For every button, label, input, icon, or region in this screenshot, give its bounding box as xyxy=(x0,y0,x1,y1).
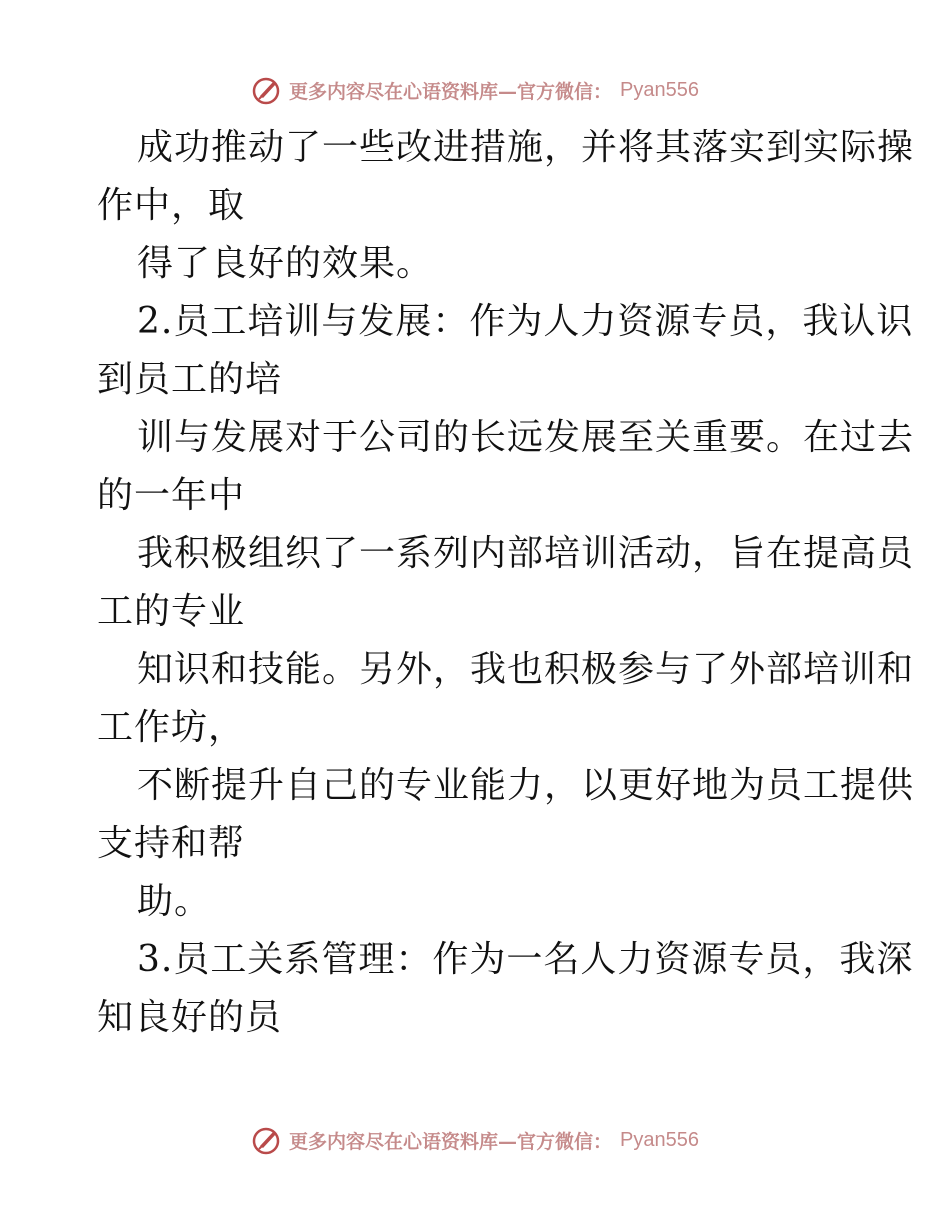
watermark-account: Pyan556 xyxy=(620,78,699,101)
paragraph-line: 2.员工培训与发展：作为人力资源专员，我认识 xyxy=(137,301,914,342)
watermark-text: 更多内容尽在心语资料库—官方微信： xyxy=(289,1130,613,1153)
paragraph-line: 成功推动了一些改进措施，并将其落实到实际操 xyxy=(137,127,915,168)
paragraph-line: 知识和技能。另外，我也积极参与了外部培训和 xyxy=(137,649,915,690)
paragraph-line: 作中，取 xyxy=(97,185,246,226)
paragraph-line: 工作坊， xyxy=(97,707,246,748)
paragraph-line: 知良好的员 xyxy=(97,997,283,1038)
paragraph-line: 的一年中 xyxy=(97,475,246,516)
paragraph-line: 工的专业 xyxy=(97,591,246,632)
paragraph-line: 不断提升自己的专业能力，以更好地为员工提供 xyxy=(137,765,915,806)
watermark-account: Pyan556 xyxy=(620,1128,699,1151)
footer-watermark xyxy=(0,1120,950,1160)
paragraph-line: 我积极组织了一系列内部培训活动，旨在提高员 xyxy=(137,533,915,574)
quill-logo-icon xyxy=(251,1124,283,1156)
paragraph-line: 得了良好的效果。 xyxy=(137,243,434,284)
paragraph-line: 助。 xyxy=(137,881,212,922)
paragraph-line: 训与发展对于公司的长远发展至关重要。在过去 xyxy=(137,417,915,458)
paragraph-line: 到员工的培 xyxy=(97,359,283,400)
paragraph-line: 3.员工关系管理：作为一名人力资源专员，我深 xyxy=(137,939,914,980)
paragraph-line: 支持和帮 xyxy=(97,823,246,864)
watermark-text: 更多内容尽在心语资料库—官方微信： xyxy=(289,80,613,103)
